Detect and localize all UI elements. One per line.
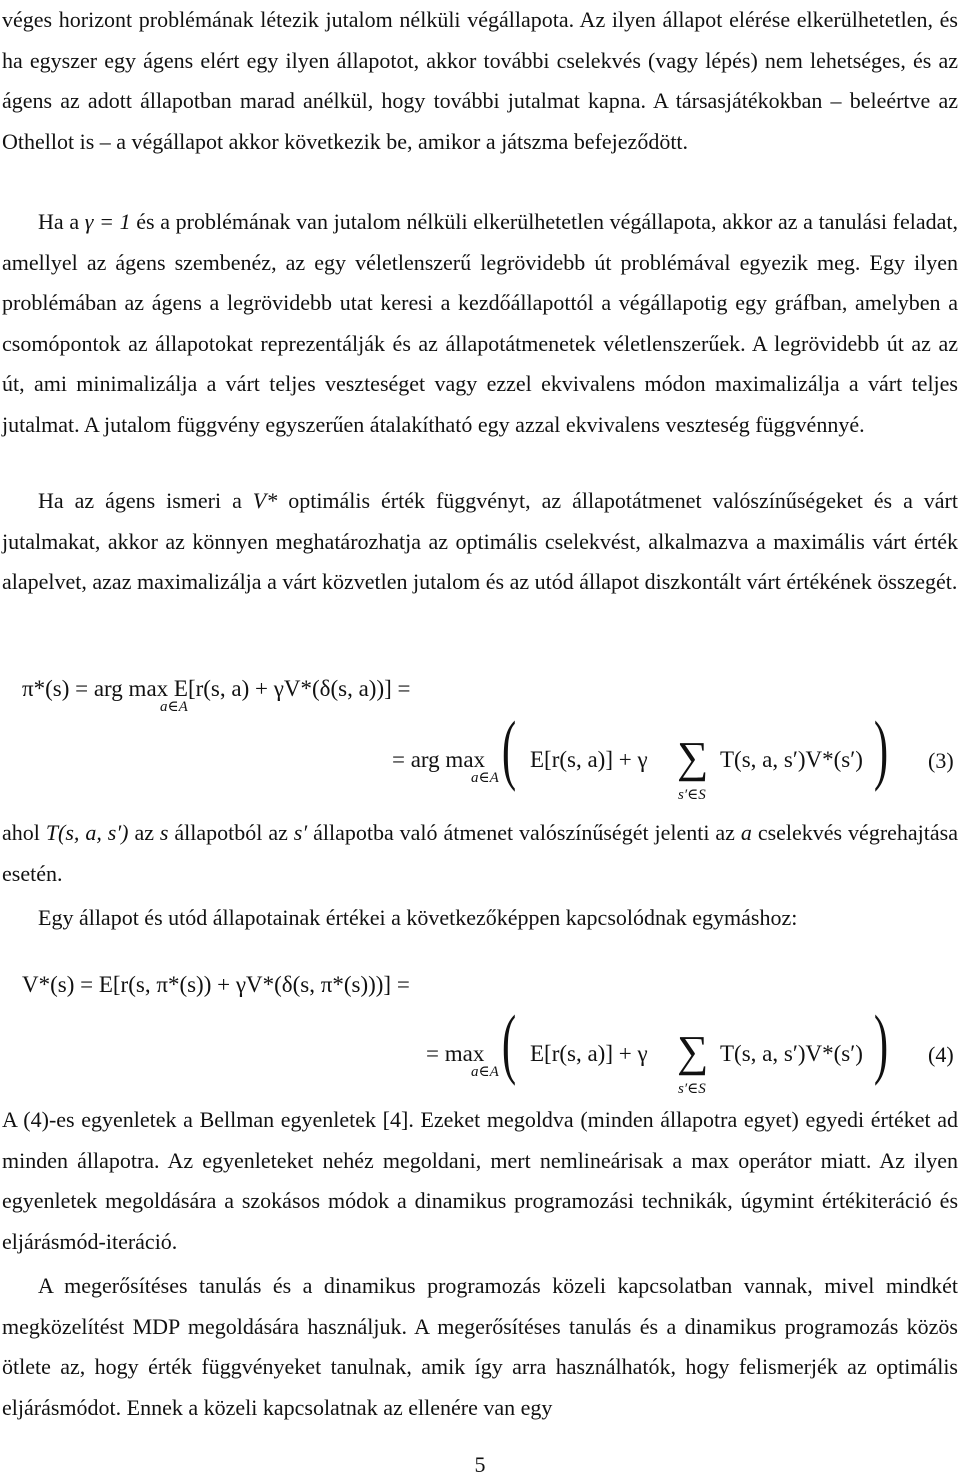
equation-4-line-2-max: = max: [426, 1041, 485, 1066]
page-number: 5: [474, 1452, 486, 1477]
equation-3-number: (3): [928, 748, 954, 773]
math-v-star: V*: [252, 488, 278, 513]
equation-4-left-paren: (: [501, 999, 517, 1086]
paragraph-optimal-value: Ha az ágens ismeri a V* optimális érték függvényt, az állapotátmenet valószínűségeket és a várt jutalmakat, akkor az könnyen meghatározhatja az optimális cselekvést, alkalmazva a maximális várt érték alapelvet, azaz maximalizálja a várt közvetlen jutalom és az utód állapot diszkontált várt értékének összegét.: [2, 488, 958, 594]
paragraph-shortest-path: Ha a γ = 1 és a problémának van jutalom nélküli elkerülhetetlen végállapota, akkor az a tanulási feladat, amellyel az ágens szembenéz, az egy véletlenszerű legrövidebb út problémával egyezik meg. Egy ilyen problémában az ágens a legrövidebb utat keresi a kezdőállapottól a végállapotig egy gráfban, amelyben a csomópontok az állapotokat reprezentálják és az állapotátmenetek véletlenszerűek. A legrövidebb út az az út, ami minimalizálja a várt teljes veszteséget vagy ezzel ekvivalens módon maximalizálja a várt teljes jutalmat. A jutalom függvény egyszerűen átalakítható egy azzal ekvivalens veszteség függvénnyé.: [2, 209, 958, 437]
equation-4-right-paren: ): [873, 999, 889, 1086]
equation-3-line-2-argmax: = arg max: [392, 747, 486, 772]
equation-4-max-subscript: a∈A: [471, 1064, 499, 1080]
equation-4-line-1: V*(s) = E[r(s, π*(s)) + γV*(δ(s, π*(s)))] =: [22, 972, 410, 997]
math-gamma-equals-one: γ = 1: [84, 209, 131, 234]
equation-3-sum-symbol: ∑: [677, 733, 709, 782]
equation-4-sum-symbol: ∑: [677, 1027, 709, 1076]
equation-3-right-paren: ): [873, 705, 889, 792]
paragraph-transition-prob: ahol T(s, a, s′) az s állapotból az s′ állapotba való átmenet valószínűségét jelenti az a cselekvés végrehajtása esetén.: [2, 820, 958, 886]
equation-3-sum-subscript: s′∈S: [678, 787, 706, 803]
equation-4-sum-term: T(s, a, s′)V*(s′): [720, 1041, 863, 1066]
paragraph-successor-values: Egy állapot és utód állapotainak értékei a következőképpen kapcsolódnak egymáshoz:: [38, 905, 798, 930]
equation-3-line-2-body: E[r(s, a)] + γ: [530, 747, 648, 772]
equation-3-argmax-subscript-2: a∈A: [471, 770, 499, 786]
paragraph-terminal-state: véges horizont problémának létezik jutalom nélküli végállapota. Az ilyen állapot elérése elkerülhetetlen, és ha egyszer egy ágens elért egy ilyen állapotot, akkor további cselekvés (vagy lépés) nem lehetséges, és az ágens az adott állapotban marad anélkül, hogy további jutalmat kapna. A társasjátékokban – beleértve az Othellot is – a végállapot akkor következik be, amikor a játszma befejeződött.: [2, 7, 958, 154]
paragraph-bellman: A (4)-es egyenletek a Bellman egyenletek [4]. Ezeket megoldva (minden állapotra egyet) egyedi értéket ad minden állapotra. Az egyenleteket nehéz megoldani, mert nemlineárisak a max operátor miatt. Az ilyen egyenletek megoldására a szokásos módok a dinamikus programozási technikák, úgymint értékiteráció és eljárásmód-iteráció.: [2, 1107, 959, 1254]
equation-4-line-2-body: E[r(s, a)] + γ: [530, 1041, 648, 1066]
equation-4-number: (4): [928, 1042, 954, 1067]
equation-3-sum-term: T(s, a, s′)V*(s′): [720, 747, 863, 772]
equation-3-argmax-subscript-1: a∈A: [160, 699, 188, 715]
equation-4-sum-subscript: s′∈S: [678, 1081, 706, 1097]
math-max-operator: max: [691, 1147, 730, 1173]
equation-3-line-1: π*(s) = arg max E[r(s, a) + γV*(δ(s, a))] =: [22, 676, 411, 701]
paragraph-rl-dp: A megerősítéses tanulás és a dinamikus programozás közeli kapcsolatban vannak, mivel mindkét megközelítést MDP megoldására használjuk. A megerősítéses tanulás és a dinamikus programozás közös ötlete az, hogy érték függvényeket tanulnak, amik így arra használhatók, hogy felismerjék az optimális eljárásmódot. Ennek a közeli kapcsolatnak az ellenére van egy: [2, 1273, 958, 1420]
equation-3-left-paren: (: [501, 705, 517, 792]
